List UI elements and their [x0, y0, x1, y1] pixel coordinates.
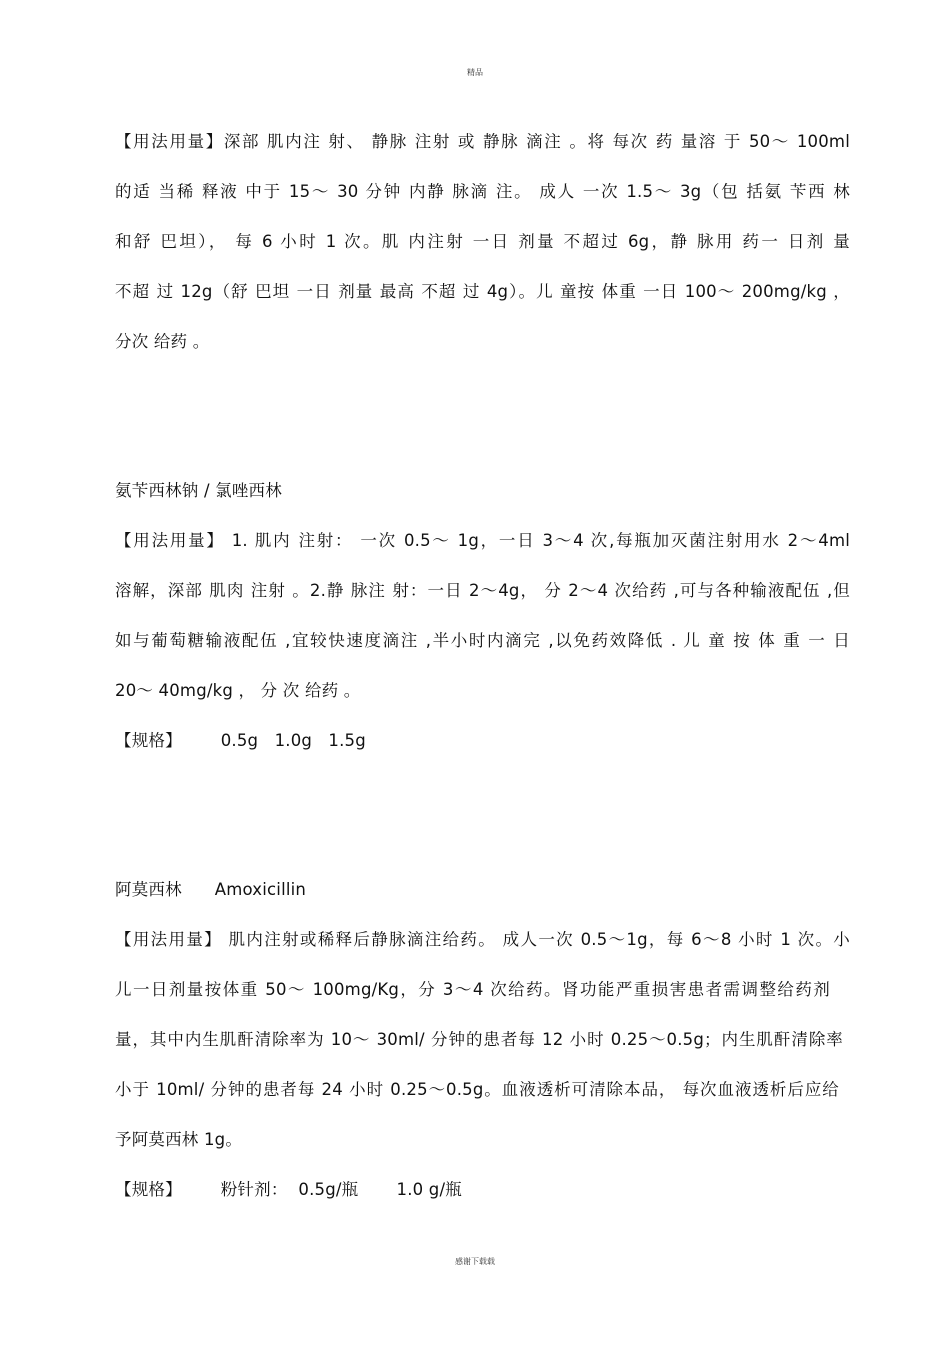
- section1-line: 【用法用量】深部 肌内注 射、 静脉 注射 或 静脉 滴注 。将 每次 药 量溶 于 50～ 100ml: [115, 132, 850, 151]
- section2-line: 溶解，深部 肌肉 注射 。2.静 脉注 射：一日 2～4g， 分 2～4 次给药 ,可与各种输液配伍 ,但: [115, 581, 850, 600]
- section3-title-en: Amoxicillin: [214, 880, 307, 899]
- section3-line: 儿一日剂量按体重 50～ 100mg/Kg，分 3～4 次给药。肾功能严重损害患者需调整给药剂: [115, 980, 830, 999]
- page-header: 精品: [467, 68, 483, 77]
- section3-title-cn: 阿莫西林: [115, 880, 182, 899]
- section1-line: 分次 给药 。: [115, 332, 210, 351]
- section2-line: 【用法用量】 1. 肌内 注射： 一次 0.5～ 1g，一日 3～4 次,每瓶加灭菌注射用水 2～4ml: [115, 531, 850, 550]
- section2-spec-value: 0.5g 1.0g 1.5g: [220, 731, 366, 750]
- section3-spec-value: 粉针剂： 0.5g/瓶 1.0 g/瓶: [220, 1180, 462, 1199]
- section2-line: 20～ 40mg/kg ， 分 次 给药 。: [115, 681, 361, 700]
- section2-spec: [115, 731, 850, 751]
- section3-line: 予阿莫西林 1g。: [115, 1130, 243, 1149]
- page-footer: 感谢下载载: [455, 1257, 495, 1266]
- section1-line: 的适 当稀 释液 中于 15～ 30 分钟 内静 脉滴 注。 成人 一次 1.5～ 3g（包 括氨 苄西 林: [115, 182, 850, 201]
- section1-line: 不超 过 12g（舒 巴坦 一日 剂量 最高 不超 过 4g）。儿 童按 体重 一日 100～ 200mg/kg ，: [115, 282, 850, 301]
- section3-spec: [115, 1180, 850, 1200]
- section3-title: [115, 880, 850, 900]
- section2-spec-label: 【规格】: [115, 731, 182, 750]
- section3-line: 量，其中内生肌酐清除率为 10～ 30ml/ 分钟的患者每 12 小时 0.25～0.5g；内生肌酐清除率: [115, 1030, 843, 1049]
- section2-title: 氨苄西林钠 / 氯唑西林: [115, 481, 282, 500]
- section1-line: 和舒 巴坦）， 每 6 小时 1 次。肌 内注射 一日 剂量 不超过 6g，静 脉用 药一 日剂 量: [115, 232, 850, 251]
- section3-spec-label: 【规格】: [115, 1180, 182, 1199]
- section3-line: 小于 10ml/ 分钟的患者每 24 小时 0.25～0.5g。血液透析可清除本品， 每次血液透析后应给: [115, 1080, 839, 1099]
- section2-line: 如与葡萄糖输液配伍 ,宜较快速度滴注 ,半小时内滴完 ,以免药效降低 . 儿 童 按 体 重 一 日: [115, 631, 850, 650]
- section3-line: 【用法用量】 肌内注射或稀释后静脉滴注给药。 成人一次 0.5～1g，每 6～8 小时 1 次。小: [115, 930, 850, 949]
